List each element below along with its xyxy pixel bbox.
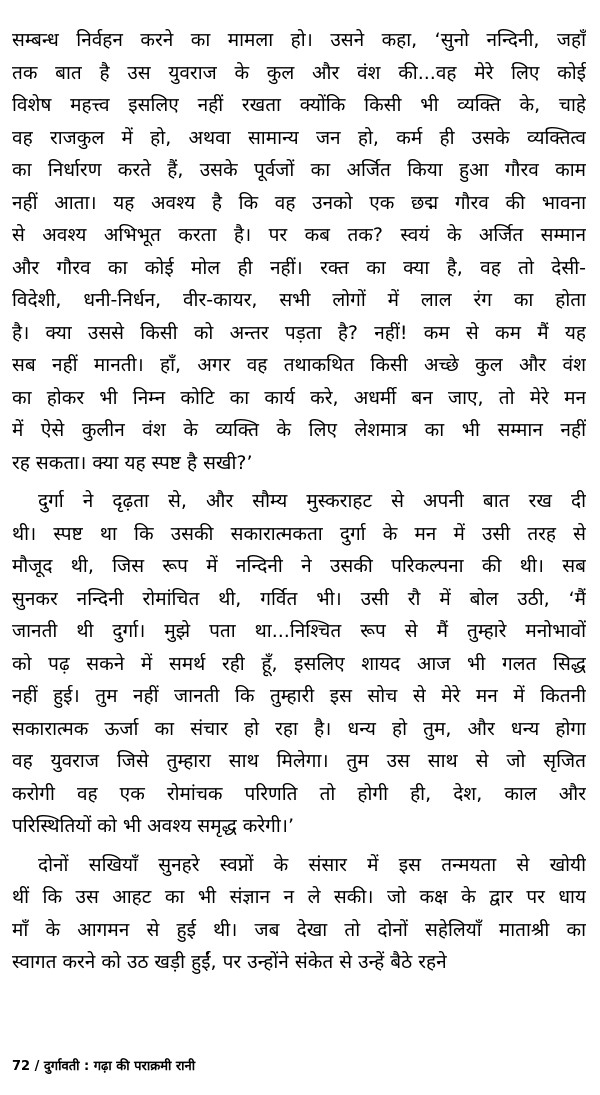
text-line: परिस्थितियों को भी अवश्य समृद्ध करेगी।’ — [12, 815, 295, 837]
text-line: वह राजकुल में हो, अथवा सामान्य जन हो, कर्म ही उसके व्यक्तित्व — [12, 126, 586, 149]
text-line: विदेशी, धनी-निर्धन, वीर-कायर, सभी लोगों में लाल रंग का होता — [12, 289, 586, 311]
text-line: दोनों सखियाँ सुनहरे स्वप्नों के संसार में इस तन्मयता से खोयी — [38, 853, 586, 876]
text-line: से अवश्य अभिभूत करता है। पर कब तक? स्वयं के अर्जित सम्मान — [12, 224, 586, 246]
text-line: को पढ़ सकने में समर्थ रही हूँ, इसलिए शायद आज भी गलत सिद्ध — [12, 652, 586, 675]
text-line: थी। स्पष्ट था कि उसकी सकारात्मकता दुर्गा के मन में उसी तरह से — [12, 522, 586, 545]
paragraph — [12, 849, 586, 979]
text-line: वह युवराज जिसे तुम्हारा साथ मिलेगा। तुम उस साथ से जो सृजित — [12, 750, 586, 772]
text-line: रह सकता। क्या यह स्पष्ट है सखी?’ — [12, 451, 253, 474]
text-line: और गौरव का कोई मोल ही नहीं। रक्त का क्या है, वह तो देसी- — [12, 256, 586, 279]
text-line: स्वागत करने को उठ खड़ी हुईं, पर उन्होंने संकेत से उन्हें बैठे रहने — [12, 951, 447, 973]
text-line: सम्बन्ध निर्वहन करने का मामला हो। उसने कहा, ‘सुनो नन्दिनी, जहाँ — [12, 29, 586, 51]
text-line: विशेष महत्त्व इसलिए नहीं रखता क्योंकि किसी भी व्यक्ति के, चाहे — [12, 94, 586, 116]
text-line: करोगी वह एक रोमांचक परिणति तो होगी ही, देश, काल और — [12, 782, 586, 805]
text-line: नहीं आता। यह अवश्य है कि वह उनको एक छद्म गौरव की भावना — [12, 191, 586, 214]
paragraph — [12, 485, 586, 843]
text-line: है। क्या उससे किसी को अन्तर पड़ता है? नहीं! कम से कम मैं यह — [12, 321, 586, 344]
text-line: सब नहीं मानती। हाँ, अगर वह तथाकथित किसी अच्छे कुल और वंश — [12, 354, 586, 376]
body-text — [12, 24, 586, 979]
text-line: नहीं हुई। तुम नहीं जानती कि तुम्हारी इस सोच से मेरे मन में कितनी — [12, 685, 586, 707]
text-line: सुनकर नन्दिनी रोमांचित थी, गर्वित भी। उसी रौ में बोल उठी, ‘मैं — [12, 587, 586, 610]
text-line: सकारात्मक ऊर्जा का संचार हो रहा है। धन्य हो तुम, और धन्य होगा — [12, 717, 586, 740]
text-line: मौजूद थी, जिस रूप में नन्दिनी ने उसकी परिकल्पना की थी। सब — [12, 555, 586, 577]
text-line: थीं कि उस आहट का भी संज्ञान न ले सकी। जो कक्ष के द्वार पर धाय — [12, 886, 586, 908]
text-line: का होकर भी निम्न कोटि का कार्य करे, अधर्मी बन जाए, तो मेरे मन — [12, 386, 586, 409]
text-line: दुर्गा ने दृढ़ता से, और सौम्य मुस्कराहट से अपनी बात रख दी — [38, 490, 586, 512]
page-footer: 72 / दुर्गावती : गढ़ा की पराक्रमी रानी — [12, 1059, 196, 1074]
text-line: का निर्धारण करते हैं, उसके पूर्वजों का अर्जित किया हुआ गौरव काम — [12, 159, 586, 181]
text-line: जानती थी दुर्गा। मुझे पता था...निश्चित रूप से मैं तुम्हारे मनोभावों — [12, 620, 586, 642]
text-line: माँ के आगमन से हुई थी। जब देखा तो दोनों सहेलियाँ माताश्री का — [12, 918, 586, 941]
text-line: तक बात है उस युवराज के कुल और वंश की...वह मेरे लिए कोई — [12, 61, 586, 84]
text-line: में ऐसे कुलीन वंश के व्यक्ति के लिए लेशमात्र का भी सम्मान नहीं — [12, 419, 586, 441]
paragraph — [12, 24, 586, 479]
